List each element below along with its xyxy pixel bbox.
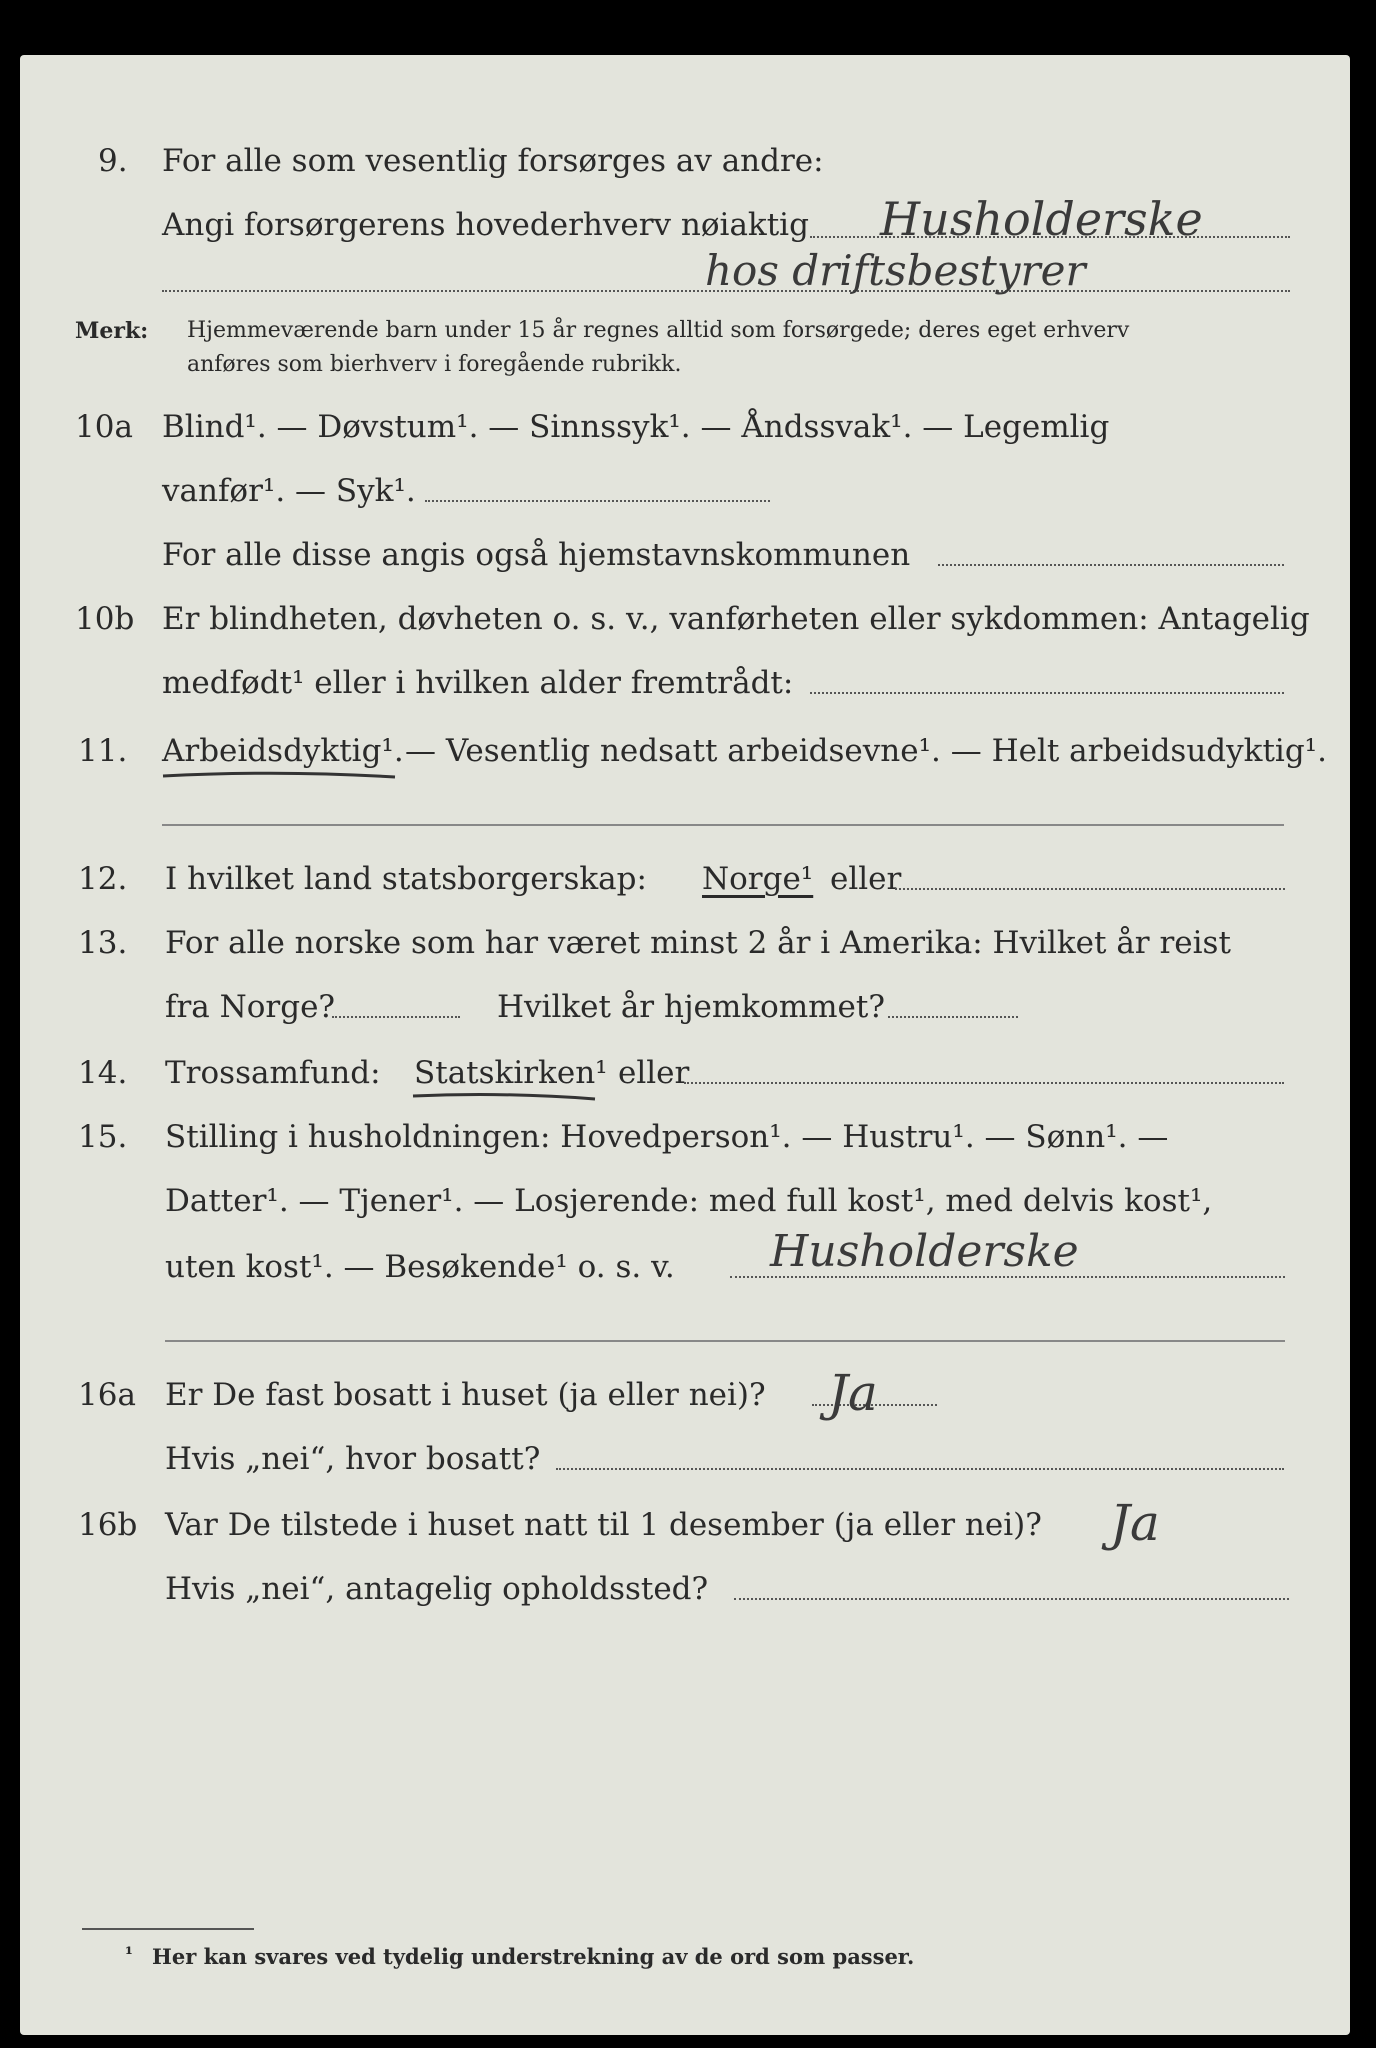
footnote-rule: [82, 1928, 254, 1930]
q10a-line2: vanfør¹. — Syk¹.: [162, 473, 416, 509]
q12-number: 12.: [78, 861, 128, 897]
q11-number: 11.: [78, 733, 128, 769]
q13-line2a: fra Norge?: [165, 989, 336, 1025]
merk-line1: Hjemmeværende barn under 15 år regnes alltid som forsørgede; deres eget erhverv: [187, 318, 1130, 343]
q10a-line1: Blind¹. — Døvstum¹. — Sinnssyk¹. — Åndssvak¹. — Legemlig: [162, 409, 1110, 445]
q16a-line2: Hvis „nei“, hvor bosatt?: [165, 1441, 541, 1477]
q11-rest: — Vesentlig nedsatt arbeidsevne¹. — Helt arbeidsudyktig¹.: [405, 733, 1327, 769]
q10b-line2: medfødt¹ eller i hvilken alder fremtrådt:: [162, 665, 794, 701]
q16a-line1: Er De fast bosatt i huset (ja eller nei)?: [165, 1377, 766, 1413]
q16a-handwritten-answer: Ja: [828, 1364, 878, 1422]
q15-line3: uten kost¹. — Besøkende¹ o. s. v.: [165, 1249, 675, 1285]
q16b-handwritten-answer: Ja: [1110, 1494, 1160, 1552]
q15-line1: Stilling i husholdningen: Hovedperson¹. — Hustru¹. — Sønn¹. —: [165, 1119, 1169, 1155]
q14-number: 14.: [78, 1055, 128, 1091]
q16a-bosatt-blank: [556, 1468, 1284, 1470]
q15-number: 15.: [78, 1119, 128, 1155]
q9-line1: For alle som vesentlig forsørges av andre:: [162, 143, 824, 179]
q13-reist-blank: [332, 1016, 460, 1018]
q10b-number: 10b: [75, 601, 135, 637]
q10a-line3-blank: [938, 564, 1284, 566]
q13-line2b: Hvilket år hjemkommet?: [497, 989, 885, 1025]
q15-handwritten-answer: Husholderske: [770, 1226, 1079, 1277]
q16b-line1: Var De tilstede i huset natt til 1 desember (ja eller nei)?: [165, 1507, 1042, 1543]
q13-hjemkommet-blank: [888, 1016, 1018, 1018]
q12-prompt: I hvilket land statsborgerskap:: [165, 861, 647, 897]
q12-eller: eller: [830, 861, 902, 897]
q16b-number: 16b: [78, 1507, 138, 1543]
q14-prompt: Trossamfund:: [165, 1055, 381, 1091]
q9-line2: Angi forsørgerens hovederhverv nøiaktig: [162, 207, 809, 243]
q12-option-norge: Norge¹: [702, 861, 814, 897]
q16a-number: 16a: [78, 1377, 136, 1413]
q14-blank: [684, 1082, 1284, 1084]
merk-line2: anføres som bierhverv i foregående rubrikk.: [187, 352, 682, 377]
q14-underline-mark: [410, 1090, 600, 1104]
footnote-mark: ¹: [125, 1944, 133, 1965]
q9-handwritten-answer-2: hos driftsbestyrer: [705, 246, 1086, 295]
q9-number: 9.: [98, 143, 128, 179]
q10a-number: 10a: [75, 409, 133, 445]
q13-number: 13.: [78, 925, 128, 961]
q10b-blank: [810, 692, 1284, 694]
q15-answer-line: [165, 1340, 1285, 1342]
footnote-text: Her kan svares ved tydelig understrekning av de ord som passer.: [152, 1944, 915, 1969]
q12-blank: [895, 888, 1285, 890]
q10a-line3: For alle disse angis også hjemstavnskommunen: [162, 537, 911, 573]
q13-line1: For alle norske som har været minst 2 år i Amerika: Hvilket år reist: [165, 925, 1231, 961]
q10a-line2-blank: [425, 500, 770, 502]
q9-handwritten-answer-1: Husholderske: [880, 192, 1203, 246]
q10b-line1: Er blindheten, døvheten o. s. v., vanførheten eller sykdommen: Antagelig: [162, 601, 1310, 637]
q15-line2: Datter¹. — Tjener¹. — Losjerende: med full kost¹, med delvis kost¹,: [165, 1183, 1213, 1219]
q16b-line2: Hvis „nei“, antagelig opholdssted?: [165, 1571, 709, 1607]
q11-option-arbeidsdyktig: Arbeidsdyktig¹.: [162, 733, 404, 769]
merk-label: Merk:: [75, 318, 149, 344]
q11-underline-mark: [160, 768, 400, 782]
q14-option-statskirken: Statskirken¹: [414, 1055, 608, 1091]
q14-eller: eller: [618, 1055, 690, 1091]
q16b-blank: [734, 1598, 1289, 1600]
q11-answer-line: [162, 824, 1284, 826]
